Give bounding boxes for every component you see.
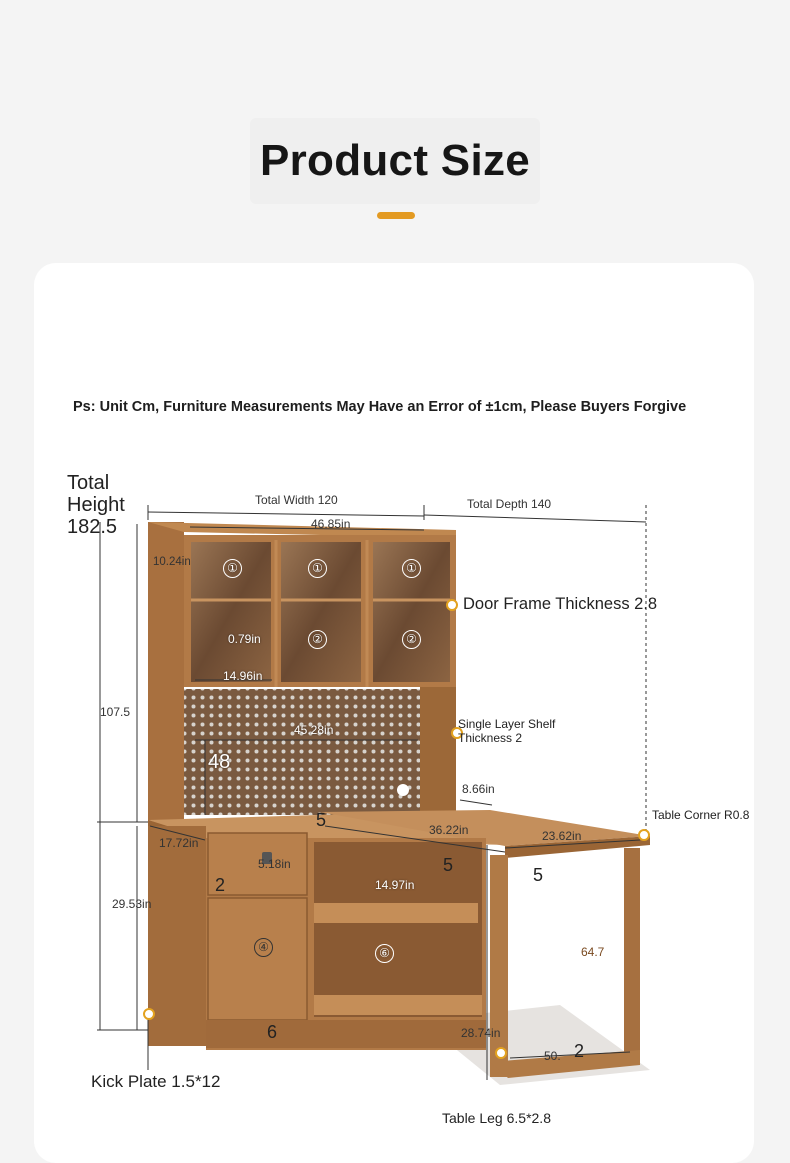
pegboard-hole (397, 784, 409, 796)
kick-plate-dot (143, 1008, 155, 1020)
total-depth-label: Total Depth 140 (467, 497, 552, 511)
door-frame-label: Door Frame Thickness 2.8 (463, 595, 658, 613)
marker-shelf-1: ② (308, 630, 327, 649)
desk-length-inch-label: 36.22in (429, 823, 469, 837)
upper-height-label: 107.5 (100, 705, 131, 719)
desk-gap-inch-label: 8.66in (462, 782, 495, 796)
table-leg-front (490, 855, 508, 1077)
width-inch-label: 46.85in (311, 517, 351, 531)
foot-label: 50. (544, 1049, 561, 1063)
door-frame-inch-label: 0.79in (228, 632, 261, 646)
table-corner-dot (638, 829, 650, 841)
table-leg-label: Table Leg 6.5*2.8 (442, 1110, 551, 1126)
door-frame-dot (446, 599, 458, 611)
pegboard-height-label: 48 (208, 751, 231, 773)
marker-shelf-2: ② (402, 630, 421, 649)
top-thickness-label: 5 (316, 810, 327, 830)
shelf-thickness-label: Single Layer Shelf Thickness 2 (458, 717, 556, 745)
table-height-inch-label: 28.74in (461, 1026, 501, 1040)
drawer-inch-label: 5.18in (258, 857, 291, 871)
lower-cabinet-side (148, 826, 206, 1046)
marker-cabinet: ④ (254, 938, 273, 957)
marker-door-1: ① (223, 559, 242, 578)
kick-plate (206, 1020, 486, 1048)
inner-width-inch-label: 45.28in (294, 723, 334, 737)
total-height-label: Total Height 182.5 (67, 472, 125, 538)
cabinet-depth-inch-label: 17.72in (159, 836, 199, 850)
marker-door-3: ① (402, 559, 421, 578)
table-leg-dot (495, 1047, 507, 1059)
cabinet-door (208, 898, 307, 1020)
open-shelf-inch-label: 14.97in (375, 878, 415, 892)
drawer-height-label: 2 (215, 875, 226, 895)
desk-thickness-label-1: 5 (443, 855, 454, 875)
kick-height-label: 6 (267, 1022, 278, 1042)
lower-height-inch-label: 29.53in (112, 897, 152, 911)
measurement-note: Ps: Unit Cm, Furniture Measurements May Have an Error of ±1cm, Please Buyers Forgive (73, 399, 687, 415)
table-corner-label: Table Corner R0.8 (652, 808, 750, 822)
upper-depth-inch-label: 10.24in (153, 556, 191, 568)
foot-label-2: 2 (574, 1041, 585, 1061)
desk-width-inch-label: 23.62in (542, 829, 582, 843)
total-width-label: Total Width 120 (255, 493, 338, 507)
page-title: Product Size (259, 136, 531, 185)
desk-thickness-label-2: 5 (533, 865, 544, 885)
open-shelf-space (314, 842, 482, 1017)
kick-plate-label: Kick Plate 1.5*12 (91, 1072, 221, 1091)
marker-open-shelf: ⑥ (375, 944, 394, 963)
table-leg-back (624, 848, 640, 1063)
table-height-label: 64.7 (581, 945, 605, 959)
door-width-inch-label: 14.96in (223, 669, 263, 683)
open-shelf (314, 903, 478, 923)
marker-door-2: ① (308, 559, 327, 578)
